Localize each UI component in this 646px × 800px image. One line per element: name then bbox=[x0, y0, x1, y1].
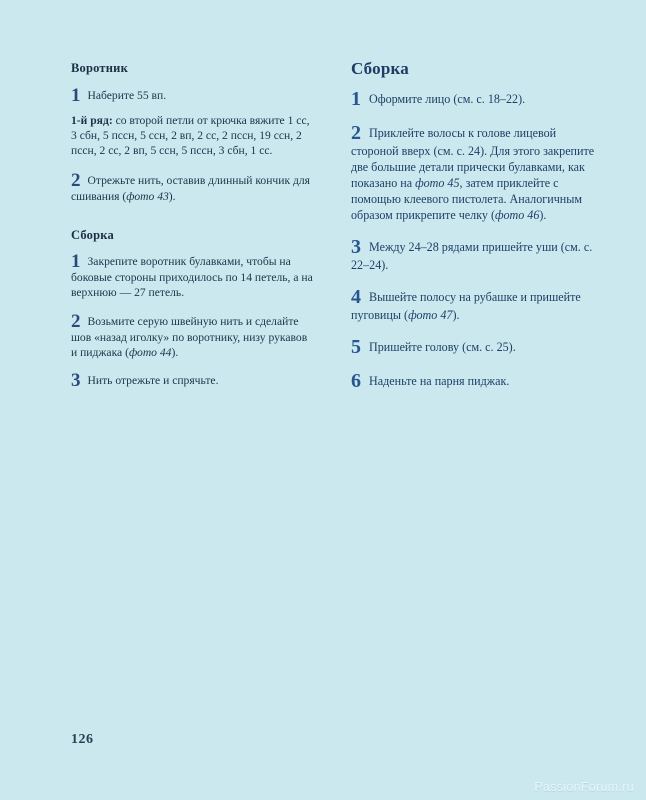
photo-reference: фото 45 bbox=[415, 175, 460, 190]
row-label: 1-й ряд: bbox=[71, 113, 113, 127]
right-column bbox=[346, 0, 646, 405]
heading-assembly-right: Сборка bbox=[351, 59, 409, 78]
photo-reference-2: фото 46 bbox=[495, 208, 540, 222]
right-step-3 bbox=[351, 237, 606, 273]
left-step-2 bbox=[71, 171, 316, 205]
heading-assembly-left: Сборка bbox=[71, 227, 114, 242]
site-watermark: PassionForum.ru bbox=[534, 780, 634, 794]
left-step-1 bbox=[71, 86, 316, 105]
step-text-tail: ). bbox=[452, 308, 460, 323]
step-number: 1 bbox=[71, 84, 81, 106]
left-assembly-step-1 bbox=[71, 252, 316, 300]
step-text: Приклейте волосы к голове лицевой стороной вверх (см. с. 24). Для этого закрепите две большие детали прически булавками, как показано на bbox=[351, 125, 595, 190]
step-number: 6 bbox=[351, 370, 361, 393]
step-text: Пришейте голову (см. с. 25). bbox=[369, 340, 516, 355]
step-text: Нить отрежьте и спрячьте. bbox=[87, 374, 219, 388]
step-number: 3 bbox=[71, 370, 81, 392]
step-text: Отрежьте нить, оставив длинный кончик для сшивания ( bbox=[71, 173, 311, 203]
right-step-5 bbox=[351, 337, 606, 357]
step-number: 2 bbox=[351, 121, 361, 144]
step-number: 3 bbox=[351, 236, 361, 259]
step-text-tail: ). bbox=[171, 345, 179, 359]
photo-reference: фото 44 bbox=[128, 345, 172, 359]
page-number: 126 bbox=[71, 732, 94, 747]
step-text: Наденьте на парня пиджак. bbox=[369, 374, 510, 389]
step-text: Вышейте полосу на рубашке и пришейте пуговицы ( bbox=[351, 290, 581, 323]
step-text-tail: ). bbox=[168, 189, 176, 203]
right-step-2 bbox=[351, 123, 606, 223]
left-assembly-step-2 bbox=[71, 312, 316, 360]
step-text: Закрепите воротник булавками, чтобы на боковые стороны приходилось по 14 петель, а на верхнюю — 27 петель. bbox=[71, 255, 313, 300]
left-column bbox=[0, 0, 346, 405]
step-text-mid: , затем приклейте с помощью клеевого пистолета. Аналогичным образом прикрепите челку ( bbox=[351, 175, 583, 222]
photo-reference: фото 47 bbox=[408, 308, 453, 323]
step-text: Между 24–28 рядами пришейте уши (см. с. 22–24). bbox=[351, 240, 593, 273]
step-number: 1 bbox=[71, 251, 81, 273]
right-step-6 bbox=[351, 371, 606, 391]
left-assembly-step-3 bbox=[71, 371, 316, 390]
step-text: Наберите 55 вп. bbox=[87, 88, 167, 102]
row-text: со второй петли от крючка вяжите 1 сс, 3 сбн, 5 пссн, 5 ссн, 2 вп, 2 сс, 2 пссн, 19 ссн, 2 пссн, 2 сс, 2 вп, 5 ссн, 5 пссн, 3 сбн, 1 сс. bbox=[71, 113, 310, 157]
right-step-4 bbox=[351, 287, 606, 323]
step-number: 1 bbox=[351, 87, 361, 110]
heading-collar: Воротник bbox=[71, 61, 128, 75]
step-number: 4 bbox=[351, 286, 361, 309]
row-instruction bbox=[71, 113, 316, 158]
step-text: Оформите лицо (см. с. 18–22). bbox=[369, 91, 526, 106]
step-number: 2 bbox=[71, 310, 81, 332]
right-step-1 bbox=[351, 89, 606, 109]
step-text-tail: ). bbox=[539, 208, 547, 222]
step-text: Возьмите серую швейную нить и сделайте шов «назад иголку» по воротнику, низу рукавов и пиджака ( bbox=[71, 314, 308, 359]
photo-reference: фото 43 bbox=[126, 189, 169, 203]
step-number: 2 bbox=[71, 169, 81, 191]
step-number: 5 bbox=[351, 336, 361, 359]
